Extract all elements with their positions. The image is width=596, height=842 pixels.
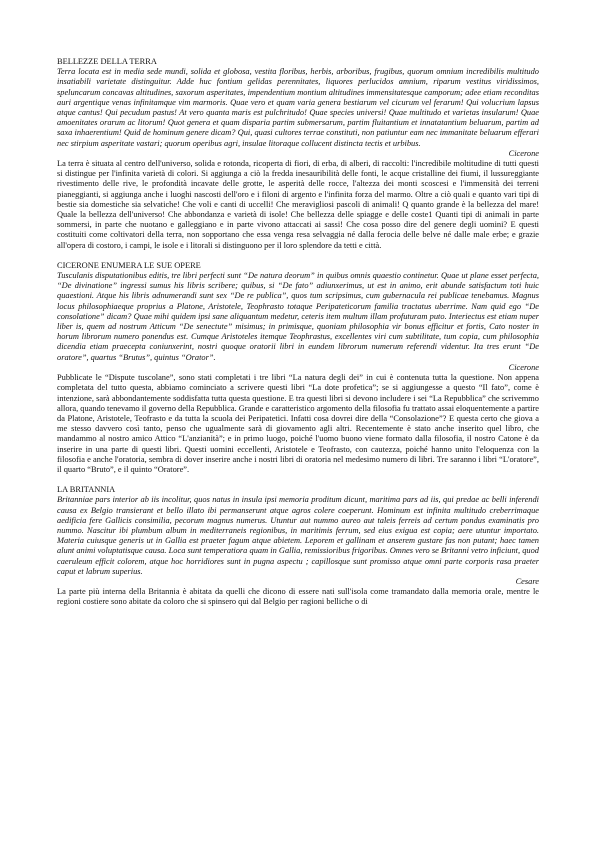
section-spacer	[57, 475, 539, 485]
section-spacer	[57, 251, 539, 261]
author-attribution: Cicerone	[508, 148, 539, 158]
latin-passage: Terra locata est in media sede mundi, solida et globosa, vestita floribus, herbis, arboribus, frugibus, quorum omnium incredibilis multitudo insatiabili varietate distinguitur. Adde huc fontium gelidas perennitates, liquores perlucidos amnium, riparum vestitus viridissimos, speluncarum concavas altitudines, saxorum asperitates, impendentium montium altitudines immensitatesque camporum; adee etiam reconditas auri argentique venas infinitamque vim marmoris. Quae vero et quam varia genera bestiarum vel cicurum vel ferarum! Qui volucrium lapsus atque cantus! Qui pecudum pastus! At vero quanta maris est pulchritudo! Quae species universi! Quae multitudo et varietas insularum! Quae amoenitates orarum ac litorum! Quot genera et quam disparia partim submersarum, partim fluitantium et innatatantium beluarum, partim ad saxa inhaerentium! Quid de hominum genere dicam? Qui, quasi cultores terrae constituti, non patiuntur eam nec immanitate beluarum efferari nec stirpium asperitate vastari; quorum operibus agri, insulae litoraque collucent distincta tectis et urbibus.	[57, 67, 539, 148]
section-bellezze-della-terra	[57, 57, 539, 251]
italian-translation: La terra è situata al centro dell'universo, solida e rotonda, ricoperta di fiori, di erba, di alberi, di raccolti: l'incredibile moltitudine di tutti questi si distingue per l'infinita varietà di colori. Si aggiunga a ciò la fredda inesauribilità delle fonti, le acque cristalline dei fiumi, il lussureggiante rivestimento delle rive, le profondità incavate delle grotte, le asperità delle rocce, l'altezza dei monti scoscesi e l'immensità dei terreni pianeggianti, si aggiunga anche i luoghi nascosti dell'oro e i filoni di argento e l'infinita forza del marmo. Oltre a ciò quali e quanto vari tipi di bestie sia domestiche sia selvatiche! Che voli e canti di uccelli! Che meravigliosi pascoli di animali! Q quanto grande è la bellezza del mare! Quale la bellezza dell'universo! Che abbondanza e varietà di isole! Che bellezza delle spiagge e delle coste1 Quanti tipi di animali in parte sommersi, in parte che nuotano e galleggiano e in parte vivono attaccati ai sassi! Che cosa posso dire del genere degli uomini? E questi costituiti come coltivatori della terra, non sopportano che essa venga resa selvaggia né dalla ferocia delle belve né dalle male erbe; e grazie all'opera di costoro, i campi, le isole e i litorali si distinguono per il loro splendore da tetti e città.	[57, 159, 539, 250]
section-britannia	[57, 485, 539, 607]
document-page	[57, 57, 539, 608]
latin-passage: Britanniae pars interior ab iis incolitur, quos natus in insula ipsi memoria proditum dicunt, maritima pars ad iis, qui predae ac belli inferendi causa ex Belgio transierant et bello illato ibi permanserunt atque agros colere coeperunt. Hominum est infinita multitudo creberrimaque aedificia fere Gallicis consimilia, pecorum magnus numerus. Utuntur aut nummo aureo aut taleis ferreis ad certum pondus examinatis pro nummo. Nascitur ibi plumbum album in mediterraneis regionibus, in maritimis ferrum, sed eius exigua est copia; aere utuntur importato. Materia cuiusque generis ut in Gallia est praeter fagum atque abietem. Leporem et gallinam et anserem gustare fas non putant; haec tamen alunt animi voluptatisque causa. Loca sunt temperatiora quam in Gallia, remissioribus frigoribus. Omnes vero se Britanni vetro inficiunt, quod caeruleum efficit colorem, atque hoc horridiores sunt in pugna aspectu ; capillosque sunt promisso atque omni parte corporis rasa praeter caput et labrum superius.	[57, 495, 539, 576]
latin-passage: Tusculanis disputationibus editis, tre libri perfecti sunt “De natura deorum” in quibus omnis quaestio continetur. Quae ut plane esset perfecta, “De divinatione” ingressi sumus his libris scribere; quibus, si “De fato” adiunxerimus, ut est in animo, erit abunde satisfactum toti huic quaestioni. Atque his libris adnumerandi sunt sex “De re publica”, quos tum scripsimus, cum gubernacula rei publicae tenebamus. Magnus locus philosophiaeque proprius a Platone, Aristotele, Teophrasto totaque Peripateticorum familia tractatus uberrime. Nam quid ego “De consolatione” dicam? Quae mihi quidem ipsi sane aliquantum medetur, ceteris item multum illam profuturam puto. Interiectus est etiam nuper liber is, quem ad nostrum Atticum “De senectute” misimus; in primisque, quoniam philosophia vir bonus efficitur et fortis, Cato noster in horum librorum numero ponendus est. Cumque Aristoteles itemque Teophrastus, excellentes viri cum subtilitate, tum copia, cum philosophia dicendia etiam praecepta coniunxerint, nostri quoque oratorii libri in eundem librorum numerum referendi videntur. Ita tres erunt “De oratore”, quartus “Brutus”, quintus “Orator”.	[57, 271, 539, 362]
author-attribution: Cicerone	[508, 362, 539, 372]
author-attribution: Cesare	[515, 576, 539, 586]
italian-translation: La parte più interna della Britannia è abitata da quelli che dicono di essere nati sull'isola come tramandato dalla memoria orale, mentre le regioni costiere sono abitate da coloro che si spinsero qui dal Belgio per ragioni belliche o di	[57, 587, 539, 607]
section-cicerone-opere	[57, 261, 539, 475]
section-heading: CICERONE ENUMERA LE SUE OPERE	[57, 260, 201, 270]
section-heading: LA BRITANNIA	[57, 485, 116, 495]
section-heading: BELLEZZE DELLA TERRA	[57, 57, 157, 66]
italian-translation: Pubblicate le “Dispute tuscolane”, sono stati completati i tre libri “La natura degli dei” in cui è contenuta tutta la questione. Non appena completata del tutto questa, abbiamo cominciato a scrivere questi libri “La dote profetica”; se si aggiungesse a questo “Il fato”, come è intenzione, sarà abbondantemente soddisfatta tutta questa questione. E tra questi libri si devono includere i sei “La Repubblica” che scrivemmo allora, quando tenevamo il governo della Repubblica. Grande e caratteristico argomento della filosofia fu trattato assai eloquentemente a partire da Platone, Aristotele, Teofrasto e da tutta la scuola dei Peripatetici. Infatti cosa dovrei dire della “Consolazione”? E questa certo che giova a me stesso davvero così tanto, penso che ugualmente sarà di giovamento agli altri. Recentemente è stato anche inserito quel libro, che mandammo al nostro amico Attico “L'anzianità”; e in primo luogo, poiché l'uomo buono viene formato dalla filosofia, il nostro Catone è da inserire in una parte di questi libri. Questi uomini eccellenti, Aristotele e Teofrasto, con cautezza, poiché hanno unito l'eloquenza con la filosofia e anche l'oratoria, sembra di dover inserire anche i nostri libri di oratoria nel medesimo numero di libri. Tre saranno i libri “L'oratore”, il quarto “Bruto”, e il quinto “Oratore”.	[57, 373, 539, 474]
